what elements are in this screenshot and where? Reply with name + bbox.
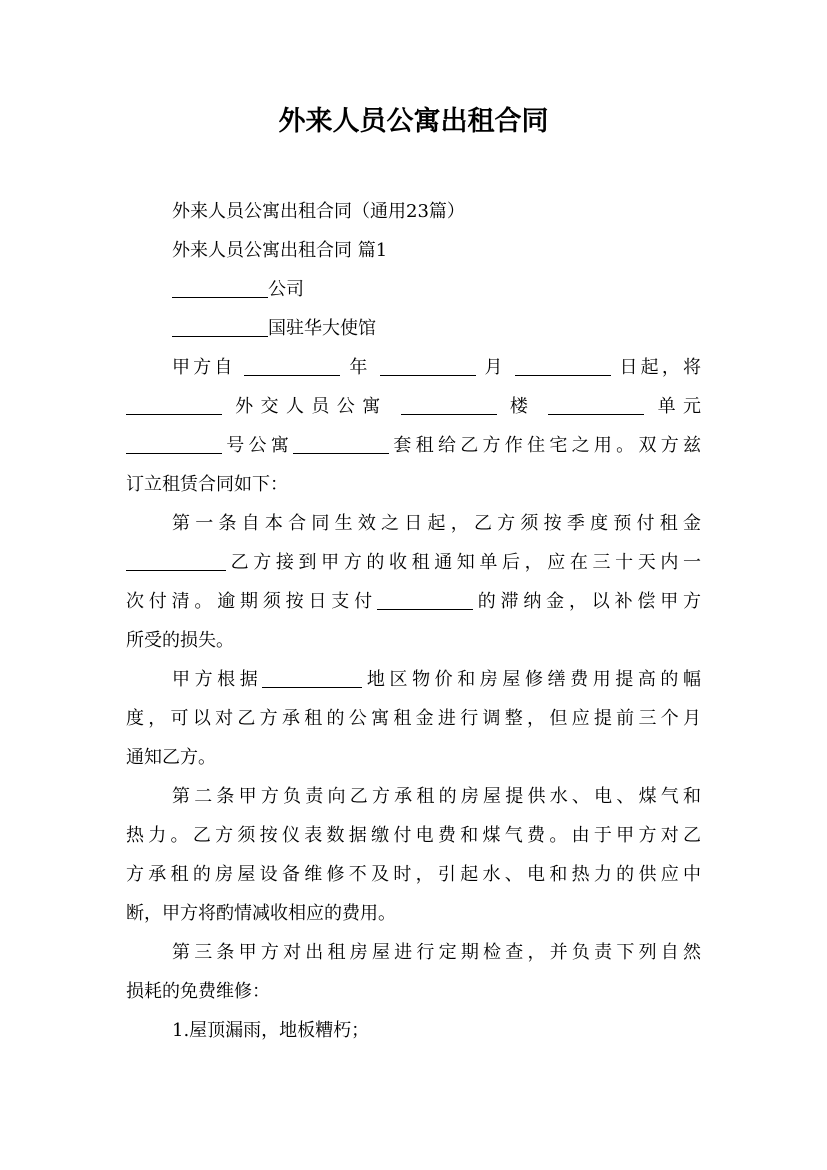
text-run: 年 [349, 357, 371, 378]
paragraph-3-line-1 [126, 660, 701, 699]
blank-line [380, 355, 476, 376]
blank-line [126, 550, 226, 571]
paragraph-4-line-4: 断，甲方将酌情减收相应的费用。 [126, 903, 396, 924]
paragraph-3-line-2: 度，可以对乙方承租的公寓租金进行调整，但应提前三个月 [126, 708, 701, 729]
party-b-line [126, 309, 701, 348]
paragraph-2-line-1: 第一条自本合同生效之日起，乙方须按季度预付租金 [172, 513, 701, 534]
paragraph-5-line-1: 第三条甲方对出租房屋进行定期检查，并负责下列自然 [172, 942, 701, 963]
document-body [126, 192, 701, 1050]
paragraph-3-line-3: 通知乙方。 [126, 747, 216, 768]
party-b-label: 国驻华大使馆 [268, 318, 376, 339]
text-run: 的滞纳金，以补偿甲方 [472, 591, 702, 612]
party-a-label: 公司 [268, 279, 304, 300]
paragraph-5-line-2: 损耗的免费维修： [126, 981, 270, 1002]
text-run: 地区物价和房屋修缮费用提高的幅 [362, 669, 702, 690]
paragraph-1-line-3 [126, 426, 701, 465]
blank-line [377, 589, 473, 610]
list-item-1: 1.屋顶漏雨，地板糟朽； [172, 1020, 370, 1041]
text-run: 日起，将 [619, 357, 702, 378]
paragraph-2-line-2 [126, 543, 701, 582]
blank-line [126, 433, 222, 454]
blank-line [548, 394, 644, 415]
paragraph-4-line-2: 热力。乙方须按仪表数据缴付电费和煤气费。由于甲方对乙 [126, 825, 701, 846]
text-run: 楼 [509, 396, 536, 417]
blank-line [262, 667, 362, 688]
blank-line [172, 277, 268, 298]
blank-line [401, 394, 497, 415]
subtitle: 外来人员公寓出租合同（通用23篇） [172, 201, 465, 222]
text-run: 甲方根据 [172, 669, 263, 690]
blank-line [126, 394, 222, 415]
text-run: 次付清。逾期须按日支付 [126, 591, 377, 612]
paragraph-4-line-3: 方承租的房屋设备维修不及时，引起水、电和热力的供应中 [126, 864, 701, 885]
blank-line [172, 316, 268, 337]
document-title: 外来人员公寓出租合同 [278, 106, 549, 137]
part-heading: 外来人员公寓出租合同 篇1 [172, 240, 388, 261]
paragraph-1-line-1 [126, 348, 701, 387]
text-run: 单元 [657, 396, 702, 417]
text-run: 外交人员公寓 [235, 396, 388, 417]
text-run: 乙方接到甲方的收租通知单后，应在三十天内一 [226, 552, 701, 573]
paragraph-2-line-3 [126, 582, 701, 621]
party-a-line [126, 270, 701, 309]
paragraph-1-line-2 [126, 387, 701, 426]
text-run: 月 [484, 357, 506, 378]
blank-line [244, 355, 340, 376]
paragraph-4-line-1: 第二条甲方负责向乙方承租的房屋提供水、电、煤气和 [172, 786, 701, 807]
paragraph-1-line-4: 订立租赁合同如下： [126, 474, 288, 495]
text-run: 套租给乙方作住宅之用。双方兹 [389, 435, 702, 456]
text-run: 甲方自 [172, 357, 236, 378]
blank-line [293, 433, 389, 454]
text-run: 号公寓 [222, 435, 294, 456]
blank-line [515, 355, 611, 376]
paragraph-2-line-4: 所受的损失。 [126, 630, 234, 651]
